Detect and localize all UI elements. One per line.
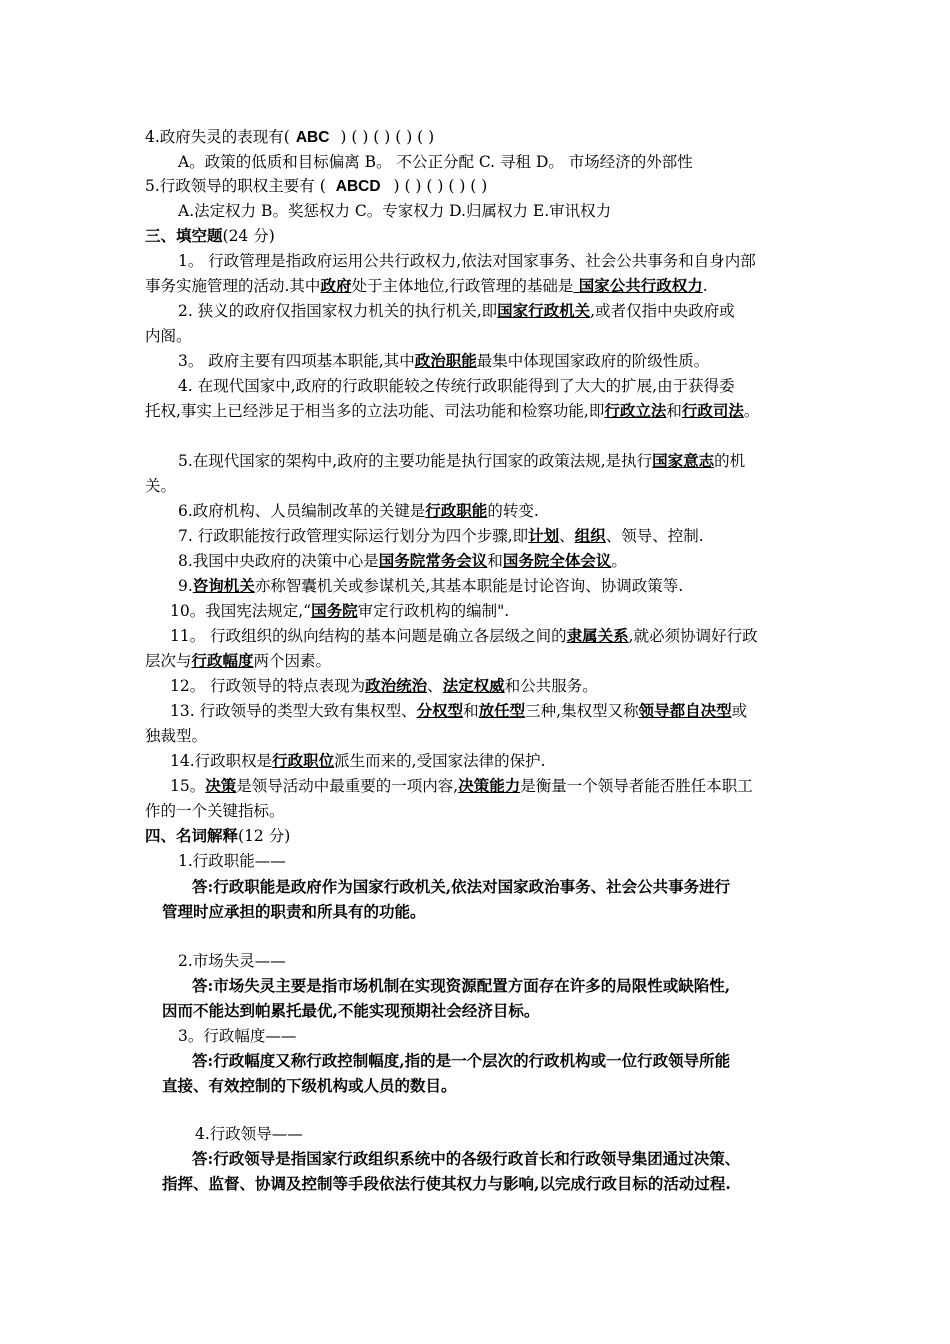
choice-q4-options: A。政策的低质和目标偏离 B。 不公正分配 C. 寻租 D。 市场经济的外部性 xyxy=(178,153,693,171)
fill-q14-text: 14.行政职权是 xyxy=(170,752,273,770)
fill-q14-text-2: 派生而来的,受国家法律的保护. xyxy=(334,752,546,770)
fill-q1-text-2: 处于主体地位,行政管理的基础是 xyxy=(351,277,574,295)
choice-q5 xyxy=(145,175,487,198)
fill-q1-line1: 1。 行政管理是指政府运用公共行政权力,依法对国家事务、社会公共事务和自身内部 xyxy=(178,252,756,270)
term-4-label: 4.行政领导—— xyxy=(195,1125,303,1143)
term-2-answer-line1: 答:市场失灵主要是指市场机制在实现资源配置方面存在许多的局限性或缺陷性, xyxy=(192,976,731,995)
fill-q6-answer-1: 行政职能 xyxy=(425,501,488,520)
fill-q8-end: 。 xyxy=(611,552,627,570)
fill-q2-line1 xyxy=(178,300,735,322)
fill-q11-text-4: 两个因素。 xyxy=(253,652,332,670)
term-1-label: 1.行政职能—— xyxy=(178,852,286,870)
term-4-answer-line2: 指挥、监督、协调及控制等手段依法行使其权力与影响,以完成行政目标的活动过程. xyxy=(162,1174,731,1193)
fill-q15-answer-1: 决策 xyxy=(205,776,237,795)
fill-q8-answer-2: 国务院全体会议 xyxy=(502,551,612,570)
term-1-answer-line2: 管理时应承担的职责和所具有的功能。 xyxy=(162,902,426,921)
fill-q1-end: . xyxy=(702,277,708,295)
fill-q5-answer-1: 国家意志 xyxy=(652,451,715,470)
fill-q15-text: 是领导活动中最重要的一项内容, xyxy=(236,777,459,795)
fill-q4-end: 。 xyxy=(743,402,760,420)
fill-q15-answer-2: 决策能力 xyxy=(458,776,521,795)
fill-q3-text-2: 最集中体现国家政府的阶级性质。 xyxy=(476,352,710,370)
term-3-label: 3。行政幅度—— xyxy=(178,1027,297,1045)
fill-q2-line2: 内阁。 xyxy=(145,327,192,345)
fill-q6-text-2: 的转变. xyxy=(487,502,539,520)
fill-section-heading xyxy=(145,225,275,247)
choice-q5-prefix: 5.行政领导的职权主要有 ( xyxy=(145,177,326,195)
term-2-label: 2.市场失灵—— xyxy=(178,952,286,970)
fill-score: (24 分) xyxy=(222,227,275,245)
term-3-answer-line2: 直接、有效控制的下级机构或人员的数目。 xyxy=(162,1076,457,1095)
terms-heading: 四、名词解释 xyxy=(145,826,239,845)
fill-q4-text-2: 和 xyxy=(666,402,682,420)
fill-q11-line2 xyxy=(145,650,331,672)
fill-q14 xyxy=(170,750,546,772)
fill-q13-line1 xyxy=(170,700,747,722)
fill-q8-sep: 和 xyxy=(487,552,503,570)
fill-q15-text-2: 是衡量一个领导者能否胜任本职工 xyxy=(520,777,753,795)
fill-q12-answer-1: 政治统治 xyxy=(365,676,428,695)
choice-q5-options: A.法定权力 B。奖惩权力 C。专家权力 D.归属权力 E.审讯权力 xyxy=(178,202,612,220)
fill-q10-answer-1: 国务院 xyxy=(311,601,358,620)
fill-q10-text: 10。我国宪法规定,“ xyxy=(170,602,312,620)
fill-q4-answer-1: 行政立法 xyxy=(604,401,667,420)
fill-q13-text-3: 或 xyxy=(731,702,748,720)
fill-q4-line2 xyxy=(145,400,759,422)
fill-q12-sep: 、 xyxy=(427,677,443,695)
fill-q15-line2: 作的一个关键指标。 xyxy=(145,802,285,820)
fill-q6 xyxy=(178,500,539,522)
fill-q1-text: 事务实施管理的活动.其中 xyxy=(145,277,321,295)
fill-q9-text: 亦称智囊机关或参谋机关,其基本职能是讨论咨询、协调政策等. xyxy=(254,577,684,595)
fill-q14-answer-1: 行政职位 xyxy=(272,751,335,770)
fill-q4-line1: 4. 在现代国家中,政府的行政职能较之传统行政职能得到了大大的扩展,由于获得委 xyxy=(178,377,735,395)
fill-q5-line1 xyxy=(178,450,745,472)
fill-q8-answer-1: 国务院常务会议 xyxy=(378,551,488,570)
fill-q1-answer-2: 国家公共行政权力 xyxy=(573,276,703,295)
fill-q11-line1 xyxy=(170,625,758,647)
fill-q6-text: 6.政府机构、人员编制改革的关键是 xyxy=(178,502,426,520)
fill-q3 xyxy=(178,350,709,372)
choice-q4-answer: ABC xyxy=(295,129,330,146)
fill-q5-line2: 关。 xyxy=(145,477,177,495)
fill-q4-text: 托权,事实上已经涉足于相当多的立法功能、司法功能和检察功能,即 xyxy=(145,402,605,420)
fill-q11-answer-1: 隶属关系 xyxy=(566,626,629,645)
fill-q13-text: 13. 行政领导的类型大致有集权型、 xyxy=(170,702,417,720)
fill-q13-answer-2: 放任型 xyxy=(478,701,526,720)
fill-q5-text: 5.在现代国家的架构中,政府的主要功能是执行国家的政策法规,是执行 xyxy=(178,452,653,470)
fill-q13-line2: 独裁型。 xyxy=(145,727,208,745)
fill-q2-text: 2. 狭义的政府仅指国家权力机关的执行机关,即 xyxy=(178,302,498,320)
term-3-answer-line1: 答:行政幅度又称行政控制幅度,指的是一个层次的行政机构或一位行政领导所能 xyxy=(192,1051,731,1070)
term-2-answer-line2: 因而不能达到帕累托最优,不能实现预期社会经济目标。 xyxy=(162,1001,540,1020)
fill-q7-sep: 、 xyxy=(559,527,575,545)
terms-score: (12 分) xyxy=(238,827,291,845)
fill-q4-answer-2: 行政司法 xyxy=(681,401,744,420)
fill-q1-answer-1: 政府 xyxy=(320,276,352,295)
choice-q5-blanks: ) ( ) ( ) ( ) ( ) xyxy=(388,177,488,195)
fill-q12 xyxy=(170,675,598,697)
fill-q3-text: 3。 政府主要有四项基本职能,其中 xyxy=(178,352,415,370)
choice-q4-blanks: ) ( ) ( ) ( ) ( ) xyxy=(335,128,435,146)
fill-q7-text: 7. 行政职能按行政管理实际运行划分为四个步骤,即 xyxy=(178,527,529,545)
fill-q7-text-2: 、领导、控制. xyxy=(605,527,704,545)
fill-q15-line1 xyxy=(170,775,753,797)
fill-q2-text-2: ,或者仅指中央政府或 xyxy=(590,302,735,320)
fill-q10 xyxy=(170,600,509,622)
fill-q15-num: 15。 xyxy=(170,777,206,795)
fill-q5-text-2: 的机 xyxy=(714,452,746,470)
fill-heading: 三、填空题 xyxy=(145,226,223,245)
fill-q12-text-2: 和公共服务。 xyxy=(504,677,598,695)
fill-q1-line2 xyxy=(145,275,708,297)
choice-q5-answer: ABCD xyxy=(335,178,381,195)
term-1-answer-line1: 答:行政职能是政府作为国家行政机关,依法对国家政治事务、社会公共事务进行 xyxy=(192,877,731,896)
fill-q8 xyxy=(178,550,627,572)
fill-q9 xyxy=(178,575,683,597)
terms-section-heading xyxy=(145,825,290,847)
choice-q4-prefix: 4.政府失灵的表现有( xyxy=(145,128,290,146)
fill-q8-text: 8.我国中央政府的决策中心是 xyxy=(178,552,379,570)
fill-q13-answer-1: 分权型 xyxy=(416,701,464,720)
fill-q13-text-2: 三种,集权型又称 xyxy=(525,702,639,720)
fill-q9-answer-1: 咨询机关 xyxy=(192,576,255,595)
fill-q11-text: 11。 行政组织的纵向结构的基本问题是确立各层级之间的 xyxy=(170,627,567,645)
choice-q4 xyxy=(145,126,434,149)
fill-q13-answer-3: 领导都自决型 xyxy=(638,701,732,720)
fill-q7 xyxy=(178,525,704,547)
fill-q12-answer-2: 法定权威 xyxy=(442,676,505,695)
fill-q11-text-3: 层次与 xyxy=(145,652,192,670)
fill-q13-sep: 和 xyxy=(463,702,479,720)
fill-q7-answer-1: 计划 xyxy=(528,526,560,545)
fill-q3-answer-1: 政治职能 xyxy=(414,351,477,370)
term-4-answer-line1: 答:行政领导是指国家行政组织系统中的各级行政首长和行政领导集团通过决策、 xyxy=(192,1149,741,1168)
fill-q2-answer-1: 国家行政机关 xyxy=(497,301,591,320)
fill-q7-answer-2: 组织 xyxy=(574,526,606,545)
fill-q11-text-2: ,就必须协调好行政 xyxy=(628,627,758,645)
fill-q11-answer-2: 行政幅度 xyxy=(191,651,254,670)
fill-q10-text-2: 审定行政机构的编制". xyxy=(357,602,510,620)
fill-q12-text: 12。 行政领导的特点表现为 xyxy=(170,677,366,695)
fill-q9-num: 9. xyxy=(178,577,193,595)
